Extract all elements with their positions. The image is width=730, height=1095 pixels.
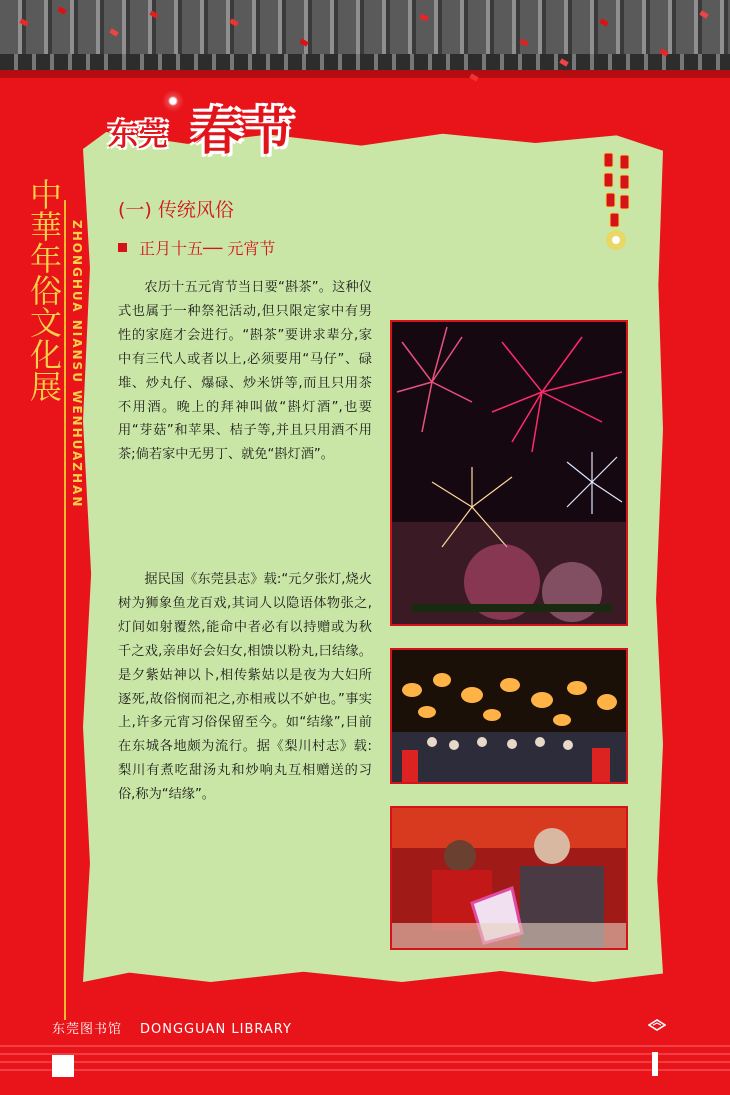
library-logo-icon [648,1018,666,1032]
footer-library-name [52,1018,292,1037]
photo-women-lantern [390,806,628,950]
sparkle-icon [162,90,184,112]
photo-fireworks [390,320,628,626]
sub-heading [118,236,275,259]
side-title-english: ZHONGHUA NIANSU WENHUAZHAN [70,220,84,509]
photo-lantern-crowd [390,648,628,784]
footer-white-block [52,1055,74,1077]
side-divider-line [64,200,66,1020]
title-big: 春节 [192,102,296,161]
library-name-en: DONGGUAN LIBRARY [140,1022,292,1037]
footer-white-bar [652,1052,658,1076]
square-bullet-icon [118,243,127,252]
side-title-chinese: 中華年俗文化展 [25,178,63,402]
library-name-cn: 东莞图书馆 [52,1022,123,1037]
title-small: 东莞 [108,118,168,153]
paragraph-1: 农历十五元宵节当日要“斟茶”。这种仪式也属于一种祭祀活动,但只限定家中有男性的家庭才会进行。“斟茶”要讲求辈分,家中有三代人或者以上,必须要用“马仔”、碌堆、炒丸仔、爆碌、炒米饼等,而且只用茶不用酒。晚上的拜神叫做“斟灯酒”,也要用“芽菇”和苹果、桔子等,并且只用酒不用茶;倘若家中无男丁、就免“斟灯酒”。 [118,280,372,463]
section-heading: (一) 传统风俗 [118,199,234,221]
roof-tiles-banner [0,0,730,70]
sub-heading-text: 正月十五── 元宵节 [139,239,276,258]
roof-band [0,70,730,78]
footer-stripes [0,1045,730,1077]
paragraph-2: 据民国《东莞县志》载:“元夕张灯,烧火树为狮象鱼龙百戏,其词人以隐语体物张之,灯间如射覆然,能命中者必有以持赠或为秋千之戏,亲串好会妇女,相馈以粉丸,曰结缘。是夕紫姑神以卜,相传紫姑以是夜为大妇所逐死,故俗悯而祀之,亦相戒以不妒也。”事实上,许多元宵习俗保留至今。如“结缘”,目前在东城各地颇为流行。据《梨川村志》载:梨川有煮吃甜汤丸和炒响丸互相赠送的习俗,称为“结缘”。 [118,572,372,803]
firecracker-icon [598,145,638,255]
